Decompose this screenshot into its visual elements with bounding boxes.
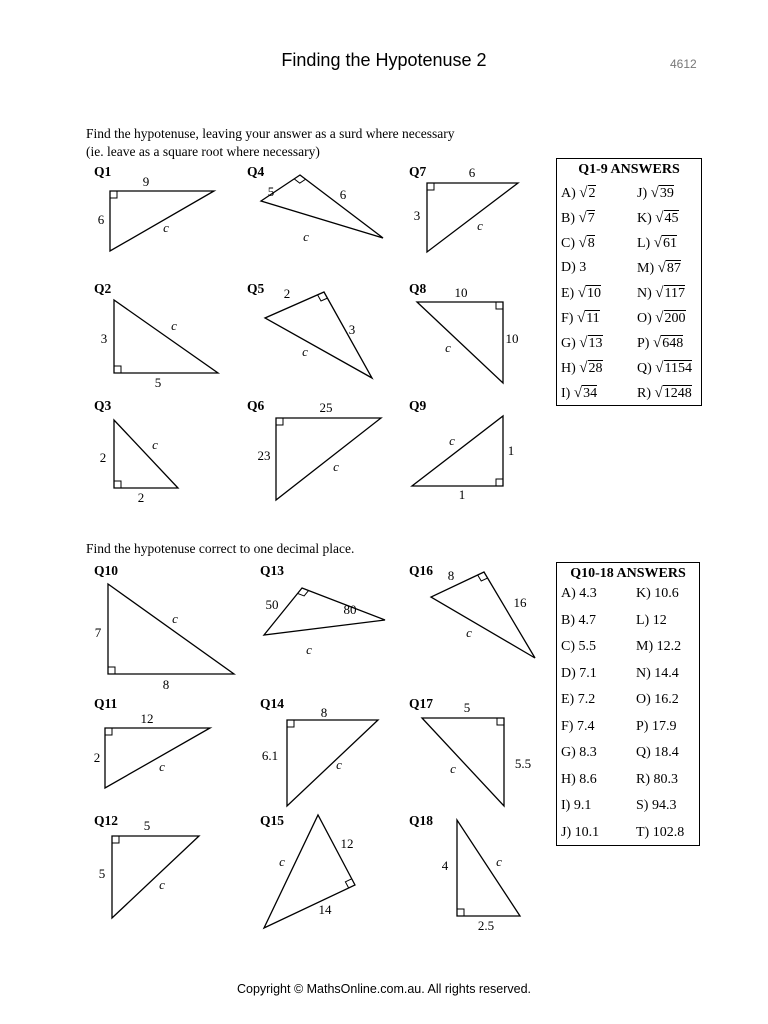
answer-value: 16.2 — [654, 692, 679, 707]
triangle-q12 — [112, 836, 199, 918]
surd — [655, 360, 692, 377]
radicand: 13 — [588, 336, 603, 351]
surd — [655, 210, 678, 227]
answer-option — [561, 719, 594, 735]
answers-box-q1-9 — [556, 158, 702, 406]
answer-option — [561, 613, 596, 629]
right-angle-marker — [287, 720, 294, 727]
answer-value: 10.1 — [574, 824, 600, 840]
right-angle-marker — [110, 191, 117, 198]
answer-option — [636, 666, 679, 682]
triangle-q5 — [265, 292, 372, 378]
radicand: 39 — [659, 186, 674, 201]
question-label: Q2 — [94, 281, 112, 296]
surd — [653, 335, 683, 352]
side-length-label: 16 — [513, 595, 527, 610]
side-length-label: 5 — [154, 375, 162, 390]
answer-letter: Q) — [637, 361, 656, 376]
answer-letter: F) — [561, 718, 577, 734]
square-root-sign: √ — [579, 335, 588, 351]
answer-letter: D) — [561, 260, 580, 275]
side-length-label: 8 — [162, 677, 170, 692]
question-label: Q16 — [409, 563, 434, 578]
square-root-sign: √ — [653, 235, 662, 251]
square-root-sign: √ — [579, 185, 588, 201]
hypotenuse-label: c — [172, 611, 178, 626]
triangle-q7 — [427, 183, 518, 252]
answer-letter: H) — [561, 361, 580, 376]
answer-option — [561, 310, 600, 327]
radicand: 7 — [587, 211, 595, 226]
answer-letter: O) — [636, 692, 655, 707]
side-length-label: 23 — [257, 448, 271, 463]
radicand: 34 — [583, 386, 598, 401]
triangle-q13 — [264, 588, 385, 635]
right-angle-marker — [294, 179, 305, 183]
answer-option — [561, 385, 597, 402]
side-length-label: 14 — [318, 902, 332, 917]
answer-option — [636, 772, 678, 788]
right-angle-marker — [114, 366, 121, 373]
surd — [579, 235, 595, 252]
question-label: Q10 — [94, 563, 119, 578]
answer-letter: L) — [637, 236, 654, 251]
copyright-notice: Copyright © MathsOnline.com.au. All rights reserved. — [236, 982, 532, 996]
question-label: Q9 — [409, 398, 427, 413]
answer-option — [561, 335, 603, 352]
side-length-label: 10 — [454, 285, 468, 300]
side-length-label: 6.1 — [261, 748, 279, 763]
hypotenuse-label: c — [333, 459, 339, 474]
answer-letter: I) — [561, 798, 574, 813]
square-root-sign: √ — [652, 335, 662, 351]
answer-option — [561, 825, 599, 841]
side-length-label: 10 — [505, 331, 519, 346]
surd — [655, 285, 685, 302]
hypotenuse-label: c — [477, 218, 483, 233]
side-length-label: 6 — [97, 212, 105, 227]
answer-letter: S) — [636, 798, 652, 813]
answer-letter: B) — [561, 211, 579, 226]
side-length-label: 1 — [458, 487, 466, 502]
answer-letter: Q) — [636, 745, 655, 760]
question-label: Q7 — [409, 164, 427, 179]
answer-value: 8.3 — [579, 745, 597, 760]
answer-value: 7.4 — [576, 718, 595, 734]
answer-option — [561, 666, 597, 682]
answer-option — [561, 235, 595, 252]
hypotenuse-label: c — [152, 437, 158, 452]
hypotenuse-label: c — [496, 854, 502, 869]
answer-letter: K) — [637, 211, 656, 226]
hypotenuse-label: c — [303, 229, 309, 244]
surd — [655, 310, 685, 327]
side-length-label: 8 — [447, 568, 455, 583]
answer-value: 12.2 — [656, 639, 682, 654]
side-length-label: 3 — [413, 208, 421, 223]
side-length-label: 50 — [265, 597, 279, 612]
answer-option — [637, 260, 681, 277]
answer-option — [636, 798, 676, 814]
radicand: 1154 — [664, 361, 692, 376]
answer-letter: C) — [561, 236, 579, 251]
surd — [655, 385, 692, 402]
answer-letter: K) — [636, 586, 655, 601]
surd — [579, 185, 595, 202]
answer-value: 102.8 — [652, 824, 685, 840]
side-length-label: 2 — [137, 490, 145, 505]
side-length-label: 2 — [99, 450, 107, 465]
question-label: Q18 — [409, 813, 434, 828]
answer-value: 10.6 — [654, 586, 679, 601]
answer-letter: D) — [561, 665, 580, 681]
side-length-label: 2.5 — [477, 918, 495, 933]
answer-option — [637, 385, 692, 402]
hypotenuse-label: c — [159, 759, 165, 774]
side-length-label: 5 — [267, 184, 275, 199]
answer-option — [561, 210, 595, 227]
side-length-label: 6 — [339, 187, 347, 202]
side-length-label: 5.5 — [514, 756, 532, 771]
right-angle-marker — [457, 909, 464, 916]
answer-letter: G) — [561, 745, 580, 760]
triangle-q9 — [412, 416, 503, 486]
triangle-q6 — [276, 418, 381, 500]
square-root-sign: √ — [657, 260, 666, 276]
triangle-q1 — [110, 191, 214, 251]
answer-letter: M) — [637, 261, 658, 276]
square-root-sign: √ — [578, 210, 587, 226]
side-length-label: 1 — [507, 443, 515, 458]
answer-option — [561, 586, 597, 602]
radicand: 1248 — [663, 386, 692, 401]
right-angle-marker — [496, 302, 503, 309]
square-root-sign: √ — [577, 285, 586, 301]
side-length-label: 5 — [143, 818, 151, 833]
radicand: 10 — [586, 286, 601, 301]
answer-option — [636, 719, 676, 735]
answer-letter: I) — [561, 386, 574, 401]
square-root-sign: √ — [655, 285, 664, 301]
right-angle-marker — [276, 418, 283, 425]
side-length-label: 5 — [98, 866, 106, 881]
question-label: Q3 — [94, 398, 112, 413]
answer-option — [636, 586, 679, 602]
side-length-label: 3 — [100, 331, 108, 346]
answer-option — [637, 285, 685, 302]
answer-option — [561, 692, 595, 708]
right-angle-marker — [108, 667, 115, 674]
answer-letter: G) — [561, 336, 580, 351]
side-length-label: 12 — [340, 836, 354, 851]
question-label: Q5 — [247, 281, 265, 296]
square-root-sign: √ — [650, 185, 659, 201]
answer-letter: E) — [561, 286, 578, 301]
square-root-sign: √ — [655, 210, 664, 226]
answer-option — [561, 285, 601, 302]
question-label: Q1 — [94, 164, 112, 179]
right-angle-marker — [112, 836, 119, 843]
hypotenuse-label: c — [302, 344, 308, 359]
triangle-q4 — [261, 175, 383, 238]
square-root-sign: √ — [576, 310, 586, 326]
answer-value: 9.1 — [573, 798, 592, 813]
radicand: 8 — [587, 236, 595, 251]
question-label: Q6 — [247, 398, 265, 413]
radicand: 2 — [588, 186, 596, 201]
answer-option — [637, 310, 686, 327]
part2-instruction: Find the hypotenuse correct to one decimal place. — [86, 541, 355, 556]
answer-letter: N) — [637, 286, 656, 301]
answer-option — [561, 745, 597, 761]
answer-value: 4.3 — [579, 586, 597, 601]
answer-value: 5.5 — [578, 639, 596, 654]
square-root-sign: √ — [573, 385, 583, 401]
question-label: Q11 — [94, 696, 118, 711]
question-label: Q15 — [260, 813, 285, 828]
triangle-q2 — [114, 300, 218, 373]
right-angle-marker — [497, 718, 504, 725]
radicand: 117 — [664, 286, 685, 301]
answer-option — [636, 745, 679, 761]
side-length-label: 2 — [283, 286, 291, 301]
surd — [579, 335, 602, 352]
answer-option — [636, 825, 684, 841]
radicand: 28 — [588, 361, 603, 376]
answer-letter: A) — [561, 586, 580, 601]
side-length-label: 5 — [463, 700, 471, 715]
answer-value: 4.7 — [578, 612, 596, 628]
answer-option — [561, 772, 597, 788]
question-label: Q8 — [409, 281, 427, 296]
answer-option — [637, 335, 683, 352]
answer-letter: F) — [561, 311, 577, 326]
hypotenuse-label: c — [445, 340, 451, 355]
answer-option — [561, 360, 603, 377]
side-length-label: 6 — [468, 165, 476, 180]
answer-value: 17.9 — [651, 718, 677, 734]
answer-value: 8.6 — [579, 771, 597, 787]
surd — [578, 285, 601, 302]
question-label: Q12 — [94, 813, 119, 828]
square-root-sign: √ — [655, 360, 664, 376]
answer-option — [636, 639, 681, 655]
question-label: Q4 — [247, 164, 265, 179]
surd — [577, 310, 600, 327]
answer-letter: R) — [637, 386, 655, 401]
worksheet-code: 4612 — [670, 57, 697, 71]
triangle-q11 — [105, 728, 210, 788]
triangle-q8 — [417, 302, 503, 383]
hypotenuse-label: c — [336, 757, 342, 772]
answer-value: 18.4 — [654, 745, 679, 760]
answer-option — [637, 185, 674, 202]
answer-value: 12 — [652, 612, 667, 628]
answers-box-q10-18 — [556, 562, 700, 846]
surd — [658, 260, 681, 277]
radicand: 45 — [664, 211, 679, 226]
answer-letter: R) — [636, 771, 654, 787]
hypotenuse-label: c — [279, 854, 285, 869]
right-angle-marker — [496, 479, 503, 486]
answer-letter: A) — [561, 186, 580, 201]
answer-option — [637, 235, 677, 252]
answer-letter: N) — [636, 665, 655, 681]
radicand: 87 — [666, 261, 681, 276]
answer-letter: E) — [561, 692, 578, 707]
square-root-sign: √ — [578, 235, 587, 251]
answers-box-title: Q10-18 ANSWERS — [570, 566, 686, 581]
side-length-label: 25 — [319, 400, 333, 415]
answer-value: 14.4 — [654, 665, 679, 681]
radicand: 648 — [662, 336, 684, 351]
hypotenuse-label: c — [466, 625, 472, 640]
side-length-label: 7 — [94, 625, 102, 640]
answer-option — [636, 613, 667, 629]
answer-value: 7.1 — [579, 665, 597, 681]
answer-letter: H) — [561, 771, 580, 787]
answer-value: 80.3 — [653, 771, 678, 787]
right-angle-marker — [114, 481, 121, 488]
answers-box-title: Q1-9 ANSWERS — [578, 162, 680, 177]
answer-letter: T) — [636, 824, 653, 840]
square-root-sign: √ — [655, 310, 664, 326]
hypotenuse-label: c — [163, 220, 169, 235]
triangle-q14 — [287, 720, 378, 806]
side-length-label: 9 — [142, 174, 150, 189]
hypotenuse-label: c — [450, 761, 456, 776]
answer-letter: O) — [637, 311, 656, 326]
answer-value: 94.3 — [651, 798, 677, 813]
radicand: 200 — [664, 311, 686, 326]
answer-letter: P) — [636, 718, 652, 734]
answer-value: 3 — [579, 260, 587, 275]
part1-instruction-line1: Find the hypotenuse, leaving your answer as a surd where necessary — [86, 126, 455, 141]
radicand: 11 — [586, 311, 600, 326]
answer-option — [561, 639, 596, 655]
answer-letter: C) — [561, 639, 579, 654]
hypotenuse-label: c — [159, 877, 165, 892]
answer-letter: J) — [561, 824, 575, 840]
surd — [574, 385, 597, 402]
surd — [651, 185, 674, 202]
hypotenuse-label: c — [449, 433, 455, 448]
answer-option — [636, 692, 679, 708]
answer-letter: L) — [636, 612, 653, 628]
part1-instruction-line2: (ie. leave as a square root where necessary) — [86, 144, 320, 159]
answer-option — [561, 798, 591, 814]
triangle-q3 — [114, 420, 178, 488]
question-label: Q13 — [260, 563, 285, 578]
hypotenuse-label: c — [306, 642, 312, 657]
answer-option — [637, 210, 679, 227]
answer-option — [561, 185, 596, 202]
side-length-label: 12 — [140, 711, 154, 726]
answer-letter: P) — [637, 336, 653, 351]
side-length-label: 3 — [348, 322, 356, 337]
radicand: 61 — [662, 236, 677, 251]
right-angle-marker — [105, 728, 112, 735]
triangle-q17 — [422, 718, 504, 806]
answer-letter: B) — [561, 612, 579, 628]
side-length-label: 8 — [320, 705, 328, 720]
answer-option — [637, 360, 692, 377]
hypotenuse-label: c — [171, 318, 177, 333]
answer-option — [561, 260, 586, 276]
surd — [654, 235, 677, 252]
surd — [579, 360, 602, 377]
surd — [579, 210, 595, 227]
question-label: Q17 — [409, 696, 434, 711]
side-length-label: 4 — [441, 858, 449, 873]
square-root-sign: √ — [579, 360, 588, 376]
side-length-label: 80 — [343, 602, 357, 617]
triangle-q15 — [264, 815, 355, 928]
answer-letter: M) — [636, 639, 657, 654]
triangle-q16 — [431, 572, 535, 658]
answer-letter: J) — [637, 186, 651, 201]
triangle-q10 — [108, 584, 234, 674]
triangle-q18 — [457, 820, 520, 916]
square-root-sign: √ — [654, 385, 663, 401]
right-angle-marker — [427, 183, 434, 190]
answer-value: 7.2 — [577, 692, 596, 707]
side-length-label: 2 — [93, 750, 101, 765]
page-title: Finding the Hypotenuse 2 — [281, 50, 487, 70]
question-label: Q14 — [260, 696, 285, 711]
